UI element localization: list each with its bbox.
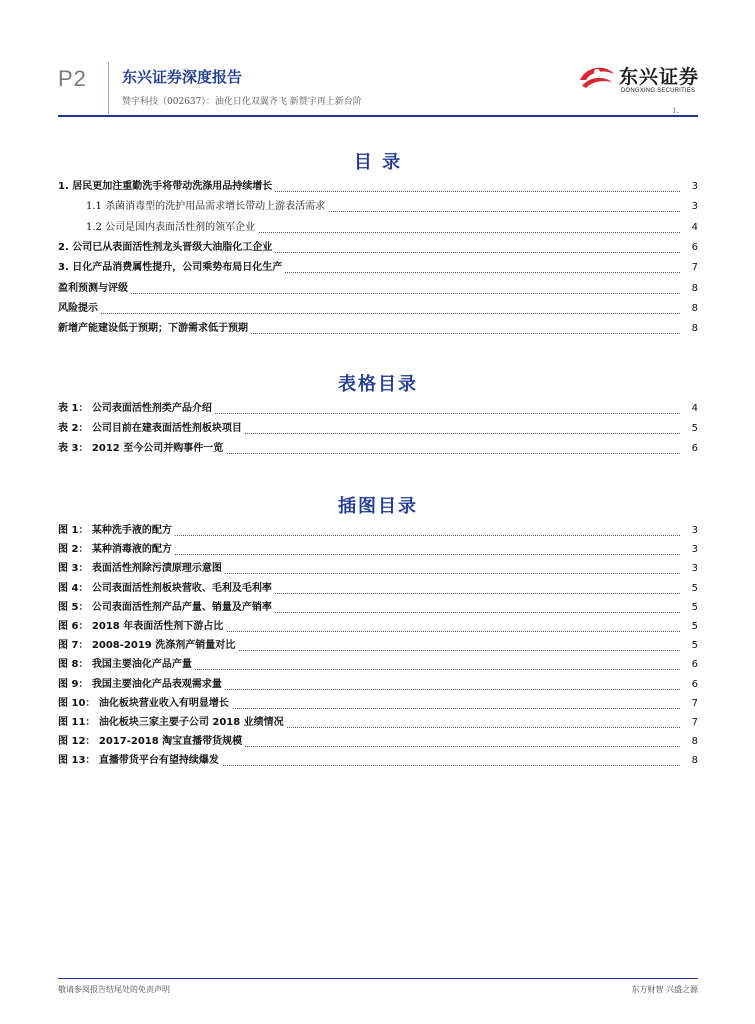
figure-toc-page-number: 6 [680, 658, 698, 672]
toc-page-number: 7 [680, 261, 698, 275]
dot-leader [58, 293, 680, 294]
toc-label: 盈利预测与评级 [58, 282, 131, 296]
figure-toc-label: 图 7： 2008-2019 洗涤剂产销量对比 [58, 639, 238, 653]
toc-title: 目 录 [353, 152, 403, 173]
figure-toc-page-number: 5 [680, 639, 698, 653]
report-subtitle: 赞宇科技（002637）：油化日化双翼齐飞 新赞宇再上新台阶 [122, 97, 362, 107]
toc-page-number: 6 [680, 241, 698, 255]
figure-toc-entry[interactable] [0, 562, 755, 580]
figure-toc-entry[interactable] [0, 754, 755, 772]
figure-toc-entry[interactable] [0, 735, 755, 753]
figure-toc-entry[interactable] [0, 524, 755, 542]
toc-label: 2. 公司已从表面活性剂龙头晋级大油脂化工企业 [58, 241, 275, 255]
toc-label: 3. 日化产品消费属性提升，公司乘势布局日化生产 [58, 261, 285, 275]
page-number: P2 [58, 66, 87, 91]
tables-toc-title: 表格目录 [338, 374, 418, 395]
figures-toc-title: 插图目录 [338, 496, 418, 517]
figure-toc-page-number: 5 [680, 601, 698, 615]
toc-label: 1. 居民更加注重勤洗手将带动洗涤用品持续增长 [58, 180, 275, 194]
logo-chinese-text: 东兴证券 [619, 66, 700, 88]
figure-toc-label: 图 5： 公司表面活性剂产品产量、销量及产销率 [58, 601, 275, 615]
footer-disclaimer: 敬请参阅报告结尾处的免责声明 [58, 985, 170, 994]
figure-toc-entry[interactable] [0, 697, 755, 715]
corner-mark: 1. [672, 107, 679, 115]
figure-toc-label: 图 8： 我国主要油化产品产量 [58, 658, 195, 672]
toc-page-number: 3 [680, 200, 698, 214]
figure-toc-page-number: 7 [680, 716, 698, 730]
toc-page-number: 8 [680, 302, 698, 316]
figure-toc-page-number: 3 [680, 524, 698, 538]
toc-page-number: 8 [680, 282, 698, 296]
footer-slogan: 东方财智 兴盛之源 [631, 985, 698, 994]
toc-entry[interactable] [0, 241, 755, 259]
table-toc-page-number: 4 [680, 402, 698, 416]
header-divider [108, 62, 109, 114]
toc-label: 1.1 杀菌消毒型的洗护用品需求增长带动上游表活需求 [86, 200, 328, 214]
table-toc-entry[interactable] [0, 442, 755, 460]
figure-toc-entry[interactable] [0, 678, 755, 696]
toc-page-number: 3 [680, 180, 698, 194]
toc-entry[interactable] [0, 302, 755, 320]
figure-toc-page-number: 3 [680, 543, 698, 557]
page-header [0, 0, 755, 118]
figure-toc-entry[interactable] [0, 639, 755, 657]
report-title: 东兴证券深度报告 [122, 68, 243, 86]
figure-toc-entry[interactable] [0, 658, 755, 676]
figure-toc-page-number: 7 [680, 697, 698, 711]
toc-entry[interactable] [0, 261, 755, 279]
figure-toc-label: 图 9： 我国主要油化产品表观需求量 [58, 678, 225, 692]
table-toc-entry[interactable] [0, 402, 755, 420]
figure-toc-page-number: 8 [680, 735, 698, 749]
figure-toc-label: 图 4： 公司表面活性剂板块营收、毛利及毛利率 [58, 582, 275, 596]
toc-page-number: 8 [680, 322, 698, 336]
toc-entry[interactable] [0, 221, 755, 239]
header-rule [58, 115, 698, 117]
toc-label: 风险提示 [58, 302, 101, 316]
figure-toc-page-number: 8 [680, 754, 698, 768]
table-toc-label: 表 3： 2012 至今公司并购事件一览 [58, 442, 226, 456]
figure-toc-label: 图 2： 某种消毒液的配方 [58, 543, 175, 557]
figure-toc-entry[interactable] [0, 543, 755, 561]
figure-toc-entry[interactable] [0, 620, 755, 638]
toc-entry[interactable] [0, 282, 755, 300]
figure-toc-entry[interactable] [0, 601, 755, 619]
footer-rule [58, 978, 698, 979]
company-logo [578, 58, 703, 100]
figure-toc-page-number: 5 [680, 620, 698, 634]
figure-toc-label: 图 12： 2017-2018 淘宝直播带货规模 [58, 735, 245, 749]
figure-toc-label: 图 6： 2018 年表面活性剂下游占比 [58, 620, 226, 634]
figure-toc-page-number: 5 [680, 582, 698, 596]
table-toc-page-number: 5 [680, 422, 698, 436]
table-toc-page-number: 6 [680, 442, 698, 456]
logo-english-text: DONGXING SECURITIES [621, 88, 696, 94]
figure-toc-entry[interactable] [0, 582, 755, 600]
table-toc-entry[interactable] [0, 422, 755, 440]
figure-toc-label: 图 11： 油化板块三家主要子公司 2018 业绩情况 [58, 716, 287, 730]
figure-toc-label: 图 1： 某种洗手液的配方 [58, 524, 175, 538]
toc-entry[interactable] [0, 200, 755, 218]
figure-toc-page-number: 6 [680, 678, 698, 692]
figure-toc-entry[interactable] [0, 716, 755, 734]
toc-label: 新增产能建设低于预期；下游需求低于预期 [58, 322, 251, 336]
toc-label: 1.2 公司是国内表面活性剂的领军企业 [86, 221, 258, 235]
figure-toc-label: 图 3： 表面活性剂除污渍原理示意图 [58, 562, 225, 576]
toc-page-number: 4 [680, 221, 698, 235]
figure-toc-page-number: 3 [680, 562, 698, 576]
figure-toc-label: 图 10： 油化板块营业收入有明显增长 [58, 697, 232, 711]
toc-entry[interactable] [0, 322, 755, 340]
toc-entry[interactable] [0, 180, 755, 198]
figure-toc-label: 图 13： 直播带货平台有望持续爆发 [58, 754, 222, 768]
table-toc-label: 表 1： 公司表面活性剂类产品介绍 [58, 402, 215, 416]
table-toc-label: 表 2： 公司目前在建表面活性剂板块项目 [58, 422, 245, 436]
dot-leader [58, 313, 680, 314]
logo-emblem-icon [578, 62, 616, 92]
